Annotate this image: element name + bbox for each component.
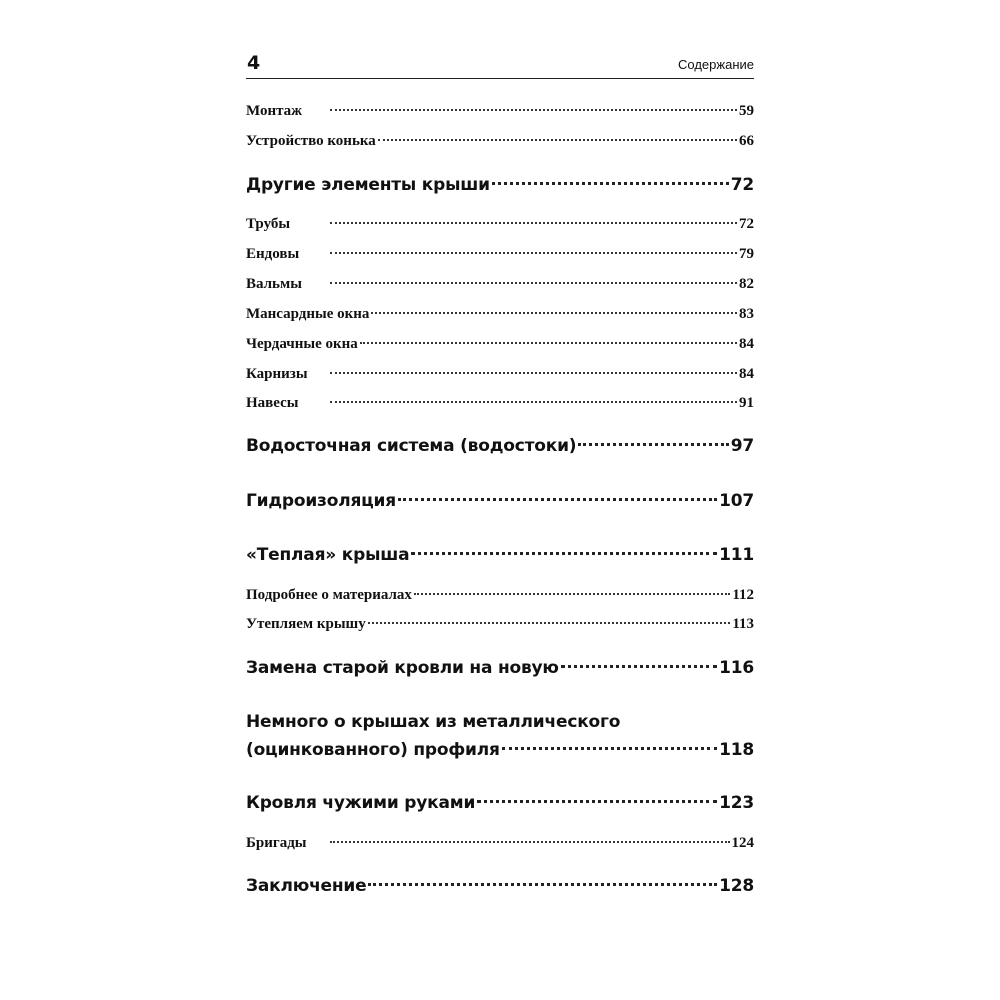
toc-leader-dots: [330, 841, 730, 843]
toc-leader-dots: [502, 747, 717, 750]
running-title: Содержание: [678, 57, 754, 72]
toc-chapter-page: 111: [719, 545, 754, 565]
toc-chapter: [246, 793, 754, 819]
toc-entry: [246, 336, 754, 358]
toc-entry: [246, 366, 754, 388]
toc-entry: [246, 246, 754, 268]
toc-leader-dots: [330, 109, 737, 111]
toc-chapter-page: 123: [719, 793, 754, 813]
toc-chapter-page: 128: [719, 876, 754, 896]
toc-entry-title: Навесы: [246, 395, 299, 411]
toc-entry-page: 83: [739, 306, 754, 322]
toc-entry: [246, 306, 754, 328]
toc-entry: [246, 835, 754, 857]
toc-entry-page: 84: [739, 366, 754, 382]
toc-leader-dots: [411, 552, 717, 555]
toc-entry: [246, 395, 754, 417]
toc-chapter: [246, 491, 754, 517]
toc-chapter-title: «Теплая» крыша: [246, 545, 410, 565]
toc-leader-dots: [330, 372, 737, 374]
toc-entry-title: Вальмы: [246, 276, 302, 292]
toc-leader-dots: [330, 282, 737, 284]
toc-leader-dots: [330, 222, 737, 224]
toc-entry: [246, 276, 754, 298]
toc-entry-title: Чердачные окна: [246, 336, 358, 352]
toc-leader-dots: [398, 498, 717, 501]
toc-leader-dots: [330, 401, 737, 403]
page-number: 4: [247, 52, 261, 74]
toc-chapter-page: 116: [719, 658, 754, 678]
toc-chapter-title: Гидроизоляция: [246, 491, 396, 511]
toc-chapter-title: Кровля чужими руками: [246, 793, 476, 813]
toc-leader-dots: [368, 883, 717, 886]
toc-chapter-page: 107: [719, 491, 754, 511]
toc-leader-dots: [414, 593, 730, 595]
toc-entry-page: 84: [739, 336, 754, 352]
toc-entry-title: Трубы: [246, 216, 291, 232]
toc-entry-title: Подробнее о материалах: [246, 587, 412, 603]
toc-entry-title: Ендовы: [246, 246, 300, 262]
toc-entry: [246, 216, 754, 238]
toc-chapter: [246, 436, 754, 462]
toc-chapter-page: 118: [719, 740, 754, 760]
toc-chapter-title: Замена старой кровли на новую: [246, 658, 559, 678]
toc-entry-title: Монтаж: [246, 103, 303, 119]
toc-leader-dots: [477, 800, 717, 803]
toc-chapter-title: (оцинкованного) профиля: [246, 740, 500, 760]
toc-entry-page: 59: [739, 103, 754, 119]
running-header: [246, 50, 754, 79]
toc-chapter-page: 72: [730, 175, 754, 195]
toc-chapter: [246, 175, 754, 201]
toc-chapter-title: Заключение: [246, 876, 367, 896]
toc-leader-dots: [492, 182, 729, 185]
toc-entry: [246, 616, 754, 638]
toc-entry-title: Устройство конька: [246, 133, 376, 149]
toc-entry: [246, 587, 754, 609]
toc-entry: [246, 103, 754, 125]
toc-leader-dots: [368, 622, 731, 624]
toc-chapter-title-line1: Немного о крышах из металлического: [246, 712, 621, 732]
toc-entry-title: Утепляем крышу: [246, 616, 366, 632]
toc-entry-page: 82: [739, 276, 754, 292]
toc-chapter: [246, 545, 754, 571]
toc-chapter-title: Водосточная система (водостоки): [246, 436, 577, 456]
toc-entry-title: Карнизы: [246, 366, 308, 382]
toc-leader-dots: [360, 342, 737, 344]
toc-chapter-title: Другие элементы крыши: [246, 175, 490, 195]
toc-entry-title: Мансардные окна: [246, 306, 370, 322]
toc-entry-page: 66: [739, 133, 754, 149]
toc-entry-page: 91: [739, 395, 754, 411]
toc-entry-page: 124: [731, 835, 754, 851]
toc-chapter: [246, 658, 754, 684]
toc-entry: [246, 133, 754, 155]
toc-leader-dots: [561, 665, 717, 668]
book-page: [246, 50, 754, 896]
toc-entry-page: 72: [739, 216, 754, 232]
toc-entry-page: 79: [739, 246, 754, 262]
toc-chapter-page: 97: [730, 436, 754, 456]
toc-entry-page: 113: [732, 616, 754, 632]
toc-leader-dots: [371, 312, 737, 314]
toc-entry-page: 112: [732, 587, 754, 603]
toc-entry-title: Бригады: [246, 835, 307, 851]
toc-chapter: [246, 876, 754, 902]
toc-leader-dots: [378, 139, 737, 141]
toc-leader-dots: [330, 252, 737, 254]
toc-leader-dots: [578, 443, 728, 446]
toc-chapter: [246, 740, 754, 766]
